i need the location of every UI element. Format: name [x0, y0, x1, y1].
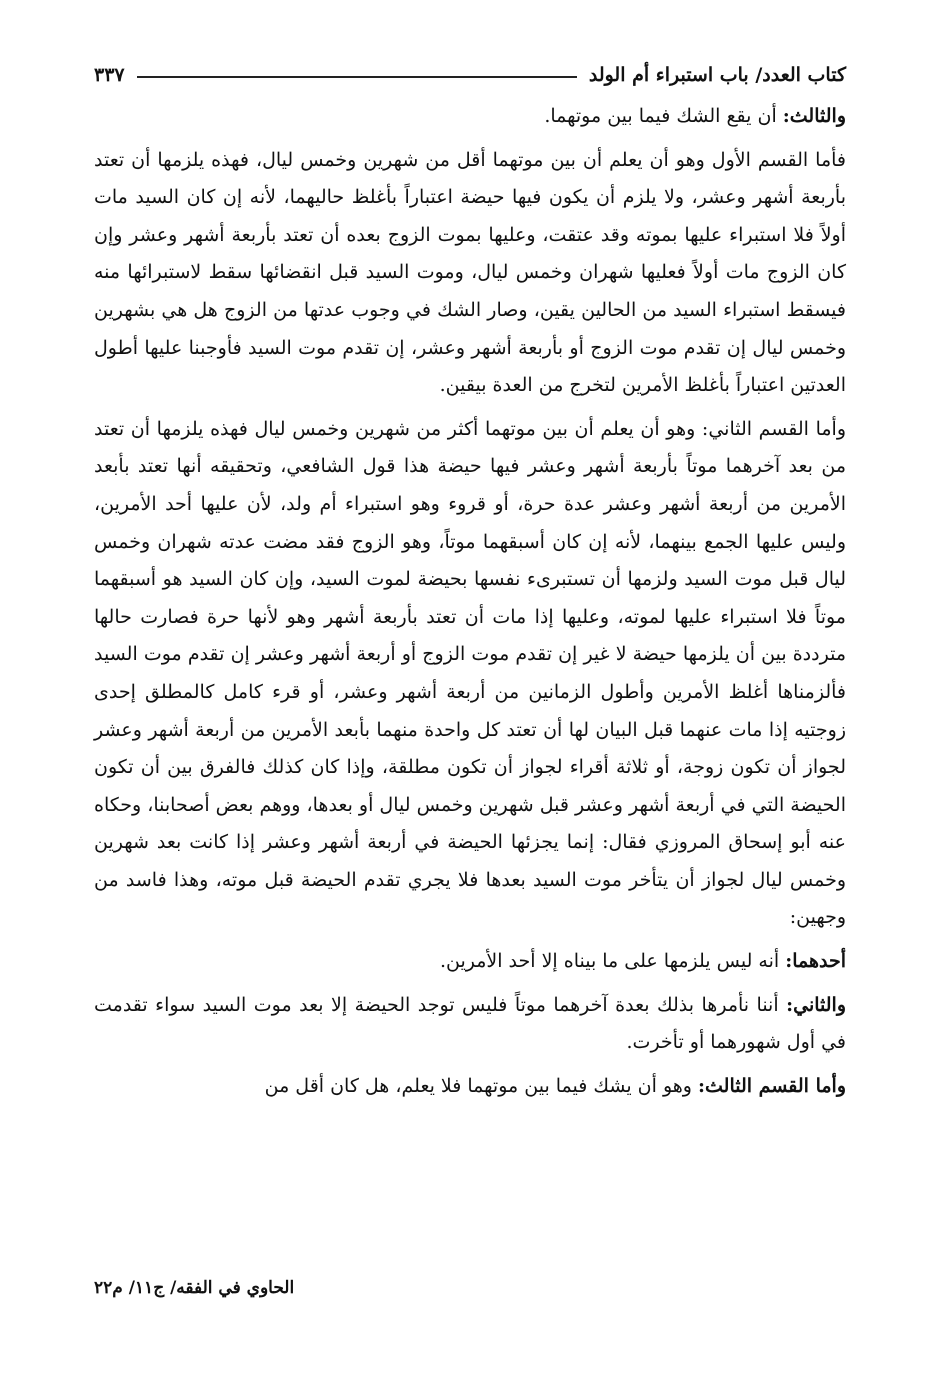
paragraph-lead: والثالث: [782, 105, 846, 127]
page-number: ٣٣٧ [94, 64, 125, 86]
paragraph [94, 411, 846, 937]
header-rule [137, 76, 577, 78]
running-header [94, 58, 846, 92]
header-title: كتاب العدد/ باب استبراء أم الولد [588, 64, 846, 86]
paragraph-lead: أحدهما: [785, 950, 846, 973]
paragraph [94, 1068, 846, 1106]
body-text [94, 98, 846, 1111]
paragraph-text: فأما القسم الأول وهو أن يعلم أن بين موتهما أقل من شهرين وخمس ليال، فهذه يلزمها أن تعتد بأربعة أشهر وعشر، ولا يلزم أن يكون فيها حيضة اعتباراً بأغلظ حاليهما، لأنه إن كان السيد مات أولاً فلا استبراء عليها بموته وقد عتقت، وعليها بموت الزوج بعده أن تعتد بأربعة أشهر وعشر وإن كان الزوج مات أولاً فعليها شهران وخمس ليال، وموت السيد قبل انقضائها سقط لاستبرائها منه فيسقط استبراء السيد من الحالين يقين، وصار الشك في وجوب عدتها من الزوج هل هي بشهرين وخمس ليال إن تقدم موت الزوج أو بأربعة أشهر وعشر، إن تقدم موت السيد فأوجبنا عليها أطول العدتين اعتباراً بأغلظ الأمرين لتخرج من العدة بيقين. [94, 148, 846, 397]
paragraph-lead: وأما القسم الثالث: [698, 1074, 846, 1097]
paragraph-text: أنه ليس يلزمها على ما بيناه إلا أحد الأمرين. [439, 950, 786, 973]
paragraph [94, 987, 846, 1062]
paragraph-text: وهو أن يشك فيما بين موتهما فلا يعلم، هل كان أقل من [264, 1074, 699, 1097]
paragraph-text: وأما القسم الثاني: وهو أن يعلم أن بين موتهما أكثر من شهرين وخمس ليال فهذه يلزمها أن تعتد من بعد آخرهما موتاً بأربعة أشهر وعشر فيها حيضة هذا قول الشافعي، وتحقيقه أنها تعتد بأبعد الأمرين من أربعة أشهر وعشر عدة حرة، أو قروء وهو استبراء أم ولد، لأن عليها أحد الأمرين، وليس عليها الجمع بينهما، لأنه إن كان أسبقهما موتاً، وهو الزوج فقد مضت عدته شهران وخمس ليال قبل موت السيد ولزمها أن تستبرىء نفسها بحيضة لموت السيد، وإن كان السيد هو أسبقهما موتاً فلا استبراء عليها لموته، وعليها إذا مات أن تعتد بأربعة أشهر وهو لأنها حرة فصارت حالها مترددة بين أن يلزمها حيضة لا غير إن تقدم موت الزوج أو أربعة أشهر وعشر إن تقدم موت السيد فألزمناها أغلظ الأمرين وأطول الزمانين من أربعة أشهر وعشر، أو قرء كامل كالمطلق إحدى زوجتيه إذا مات عنهما قبل البيان لها أن تعتد كل واحدة منهما بأبعد الأمرين من أربعة أشهر وعشر لجواز أن تكون زوجة، أو ثلاثة أقراء لجواز أن تكون مطلقة، وإذا كان كذلك فالفرق بين أن تكون الحيضة التي في أربعة أشهر وعشر قبل شهرين وخمس ليال أو بعدها، ووهم بعض أصحابنا، وحكاه عنه أبو إسحاق المروزي فقال: إنما يجزئها الحيضة في أربعة أشهر وعشر إذا كانت بعد شهرين وخمس ليال لجواز أن يتأخر موت السيد بعدها فلا يجري تقدم الحيضة قبل موته، وهذا فاسد من وجهين: [94, 417, 846, 929]
footer-signature: الحاوي في الفقه/ ج١١/ م٢٢ [94, 1278, 295, 1298]
paragraph-lead: والثاني: [786, 993, 846, 1016]
paragraph [94, 943, 846, 981]
running-footer [94, 1278, 846, 1312]
paragraph [94, 142, 846, 405]
paragraph-text: أننا نأمرها بذلك بعدة آخرهما موتاً فليس توجد الحيضة إلا بعد موت السيد سواء تقدمت في أول شهورهما أو تأخرت. [94, 993, 846, 1054]
paragraph-text: أن يقع الشك فيما بين موتهما. [544, 105, 783, 127]
paragraph [94, 98, 846, 136]
